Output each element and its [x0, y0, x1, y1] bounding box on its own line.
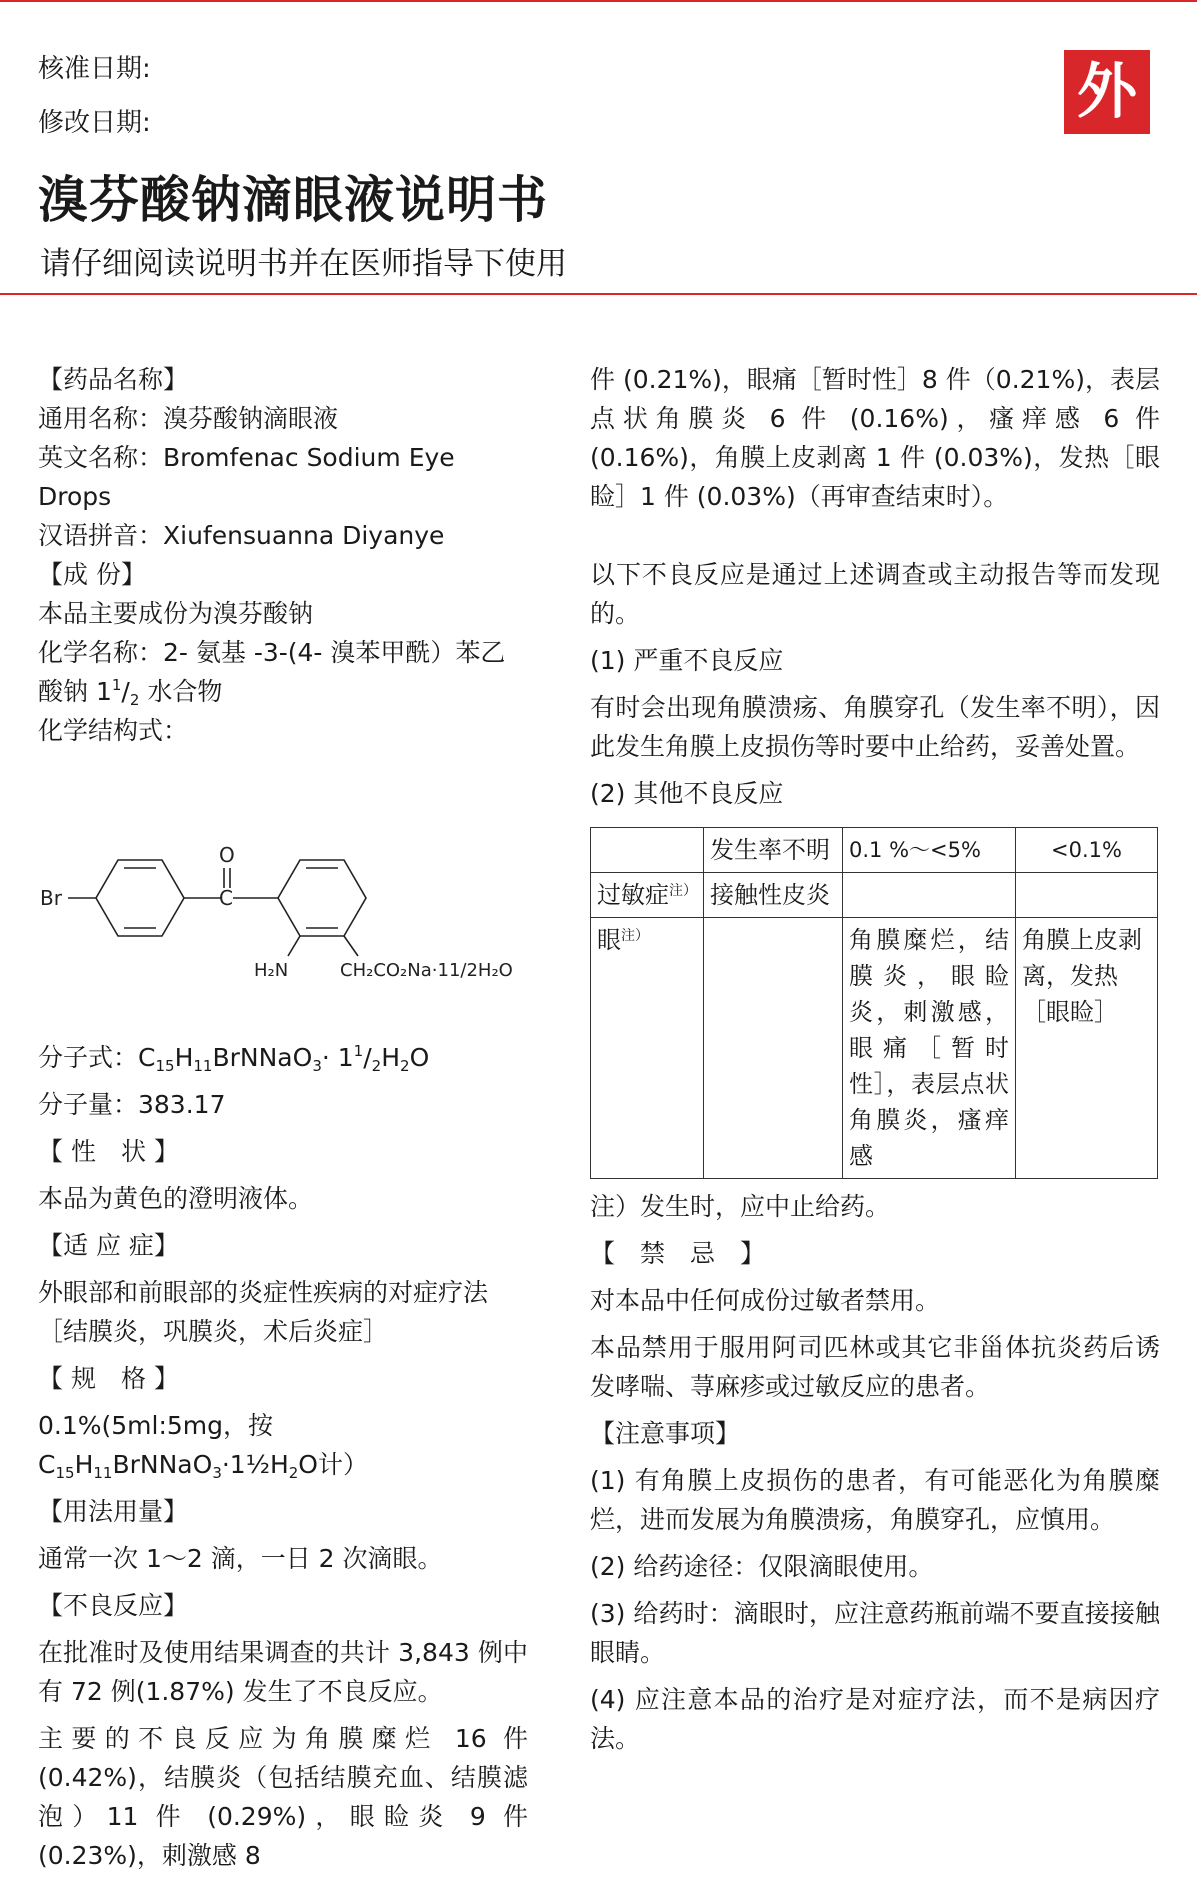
- struct-br-label: Br: [40, 886, 62, 910]
- fraction-numerator: 1: [111, 676, 122, 694]
- precaution-2: (2) 给药途径：仅限滴眼使用。: [590, 1552, 934, 1581]
- header-frequency-unknown: 发生率不明: [704, 828, 843, 873]
- common-name: 通用名称：溴芬酸钠滴眼液: [38, 404, 339, 433]
- spec-prefix: 0.1%(5ml:5mg，按C: [38, 1411, 274, 1479]
- formula-water-h: H: [381, 1043, 401, 1072]
- formula-o-count: 3: [312, 1057, 322, 1075]
- other-reactions-heading: (2) 其他不良反应: [590, 779, 784, 808]
- formula-h-count: 11: [193, 1057, 213, 1075]
- indications-heading: 【适 应 症】: [38, 1231, 179, 1260]
- spec-rest: BrNNaO: [112, 1450, 213, 1479]
- spec-heading: 【 规 格 】: [38, 1364, 179, 1393]
- formula-c-count: 15: [155, 1057, 175, 1075]
- revision-date-label: 修改日期:: [38, 108, 151, 138]
- molecular-formula: 分子式：$C_{15}H_{11}BrNNaO_3\cdot 1^1/_2H_2O$: [38, 1042, 430, 1075]
- adverse-paragraph-1: 在批准时及使用结果调查的共计 3,843 例中有 72 例(1.87%) 发生了不良反应。: [38, 1638, 528, 1706]
- english-name: 英文名称：Bromfenac Sodium Eye Drops: [38, 443, 455, 511]
- precaution-1: (1) 有角膜上皮损伤的患者，有可能恶化为角膜糜烂，进而发展为角膜溃疡，角膜穿孔，应慎用。: [590, 1466, 1160, 1534]
- struct-o-label: O: [219, 843, 235, 867]
- table-header-row: [591, 828, 1158, 873]
- structure-label: 化学结构式：: [38, 716, 189, 745]
- spec-h: H: [74, 1450, 94, 1479]
- formula-prefix: 分子式：C: [38, 1043, 156, 1072]
- row-label-allergy: [591, 873, 704, 918]
- header-frequency-low: <0.1%: [1016, 828, 1158, 873]
- chemical-name-prefix: 酸钠 1: [38, 677, 112, 706]
- adverse-continued: 件 (0.21%)，眼痛［暂时性］8 件（0.21%)，表层点状角膜炎 6 件 (0.16%)，瘙痒感 6 件 (0.16%)，角膜上皮剥离 1 件 (0.03%)，发热［眼睑］1 件 (0.03%)（再审查结束时）。: [590, 365, 1160, 511]
- eye-low-cell: 角膜上皮剥离，发热［眼睑］: [1016, 918, 1158, 1179]
- formula-frac-den: 2: [371, 1057, 382, 1075]
- table-corner-cell: [591, 828, 704, 873]
- formula-h: H: [174, 1043, 194, 1072]
- chemical-name-line2: 酸钠 $1^1/_2$ 水合物: [38, 676, 223, 709]
- eye-unknown-cell: [704, 918, 843, 1179]
- serious-reactions-heading: (1) 严重不良反应: [590, 646, 784, 675]
- usage-heading: 【用法用量】: [38, 1497, 189, 1526]
- page-title: 溴芬酸钠滴眼液说明书: [38, 171, 548, 229]
- table-footnote: 注）发生时，应中止给药。: [590, 1192, 891, 1221]
- fraction-denominator: 2: [129, 691, 140, 709]
- drug-name-heading: 【药品名称】: [38, 365, 189, 394]
- struct-side-chain-label: CH₂CO₂Na·11/2H₂O: [340, 960, 513, 981]
- spec-text: [38, 1406, 528, 1484]
- contraindications-heading: 【 禁 忌 】: [590, 1239, 766, 1268]
- formula-water-h-count: 2: [400, 1057, 410, 1075]
- formula-water-o: O: [409, 1043, 430, 1072]
- contraindications-text-2: 本品禁用于服用阿司匹林或其它非甾体抗炎药后诱发哮喘、荨麻疹或过敏反应的患者。: [590, 1333, 1160, 1401]
- eye-label: 眼: [597, 926, 621, 954]
- top-border-line: [0, 0, 1197, 2]
- spec-o-count: 3: [212, 1464, 222, 1482]
- eye-mid-cell: 角膜糜烂，结膜炎，眼睑炎，刺激感，眼痛［暂时性］，表层点状角膜炎，瘙痒感: [843, 918, 1016, 1179]
- adverse-reactions-table: [590, 827, 1158, 1179]
- composition-heading: 【成 份】: [38, 560, 146, 589]
- formula-frac-num: 1: [353, 1042, 364, 1060]
- spec-c-count: 15: [55, 1464, 75, 1482]
- chemical-name-suffix: 水合物: [139, 677, 223, 706]
- amine-bond: [288, 936, 300, 956]
- formula-dot: · 1: [321, 1043, 354, 1072]
- row-label-eye: [591, 918, 704, 1179]
- serious-reactions-text: 有时会出现角膜溃疡、角膜穿孔（发生率不明），因此发生角膜上皮损伤等时要中止给药，妥善处置。: [590, 693, 1160, 761]
- pinyin-name: 汉语拼音：Xiufensuanna Diyanye: [38, 521, 445, 550]
- allergy-note-mark: 注）: [669, 883, 697, 899]
- struct-amine-label: H₂N: [254, 960, 289, 981]
- chemical-structure-diagram: [38, 768, 538, 1018]
- header-divider: [0, 293, 1197, 295]
- right-column: [590, 360, 1160, 1758]
- contraindications-text-1: 对本品中任何成份过敏者禁用。: [590, 1286, 941, 1315]
- properties-text: 本品为黄色的澄明液体。: [38, 1184, 314, 1213]
- usage-text: 通常一次 1～2 滴，一日 2 次滴眼。: [38, 1544, 443, 1573]
- allergy-unknown-cell: 接触性皮炎: [704, 873, 843, 918]
- page-subtitle: 请仔细阅读说明书并在医师指导下使用: [40, 246, 567, 282]
- precaution-4: (4) 应注意本品的治疗是对症疗法，而不是病因疗法。: [590, 1685, 1160, 1753]
- table-row: [591, 918, 1158, 1179]
- molecular-weight: 分子量：383.17: [38, 1090, 226, 1119]
- header-frequency-mid: 0.1 %～<5%: [843, 828, 1016, 873]
- indications-text: 外眼部和前眼部的炎症性疾病的对症疗法［结膜炎，巩膜炎，术后炎症］: [38, 1278, 489, 1346]
- spec-suffix: O计）: [298, 1450, 368, 1479]
- composition-main: 本品主要成份为溴芬酸钠: [38, 599, 314, 628]
- spec-water-h-count: 2: [288, 1464, 299, 1482]
- properties-heading: 【 性 状 】: [38, 1137, 179, 1166]
- allergy-low-cell: [1016, 873, 1158, 918]
- benzene-ring-left: [96, 860, 184, 936]
- approval-date-label: 核准日期:: [38, 54, 151, 84]
- spec-hydrate: ·1½H: [221, 1450, 289, 1479]
- allergy-mid-cell: [843, 873, 1016, 918]
- left-column: [38, 360, 528, 1875]
- chemical-name-line1: 化学名称：2- 氨基 -3-(4- 溴苯甲酰）苯乙: [38, 638, 506, 667]
- adverse-paragraph-2: 主要的不良反应为角膜糜烂 16 件 (0.42%)，结膜炎（包括结膜充血、结膜滤泡）11 件 (0.29%)，眼睑炎 9 件 (0.23%)，刺激感 8: [38, 1724, 528, 1870]
- adverse-heading: 【不良反应】: [38, 1591, 189, 1620]
- precautions-heading: 【注意事项】: [590, 1419, 741, 1448]
- adverse-following: 以下不良反应是通过上述调查或主动报告等而发现的。: [590, 560, 1160, 628]
- external-use-badge: 外: [1064, 50, 1150, 134]
- side-chain-bond: [344, 936, 358, 956]
- spec-h-count: 11: [93, 1464, 113, 1482]
- struct-c-label: C: [219, 886, 233, 910]
- benzene-ring-right: [278, 860, 366, 936]
- table-row: [591, 873, 1158, 918]
- formula-rest: BrNNaO: [212, 1043, 313, 1072]
- allergy-label: 过敏症: [597, 881, 669, 909]
- eye-note-mark: 注）: [621, 928, 649, 944]
- precaution-3: (3) 给药时：滴眼时，应注意药瓶前端不要直接接触眼睛。: [590, 1599, 1160, 1667]
